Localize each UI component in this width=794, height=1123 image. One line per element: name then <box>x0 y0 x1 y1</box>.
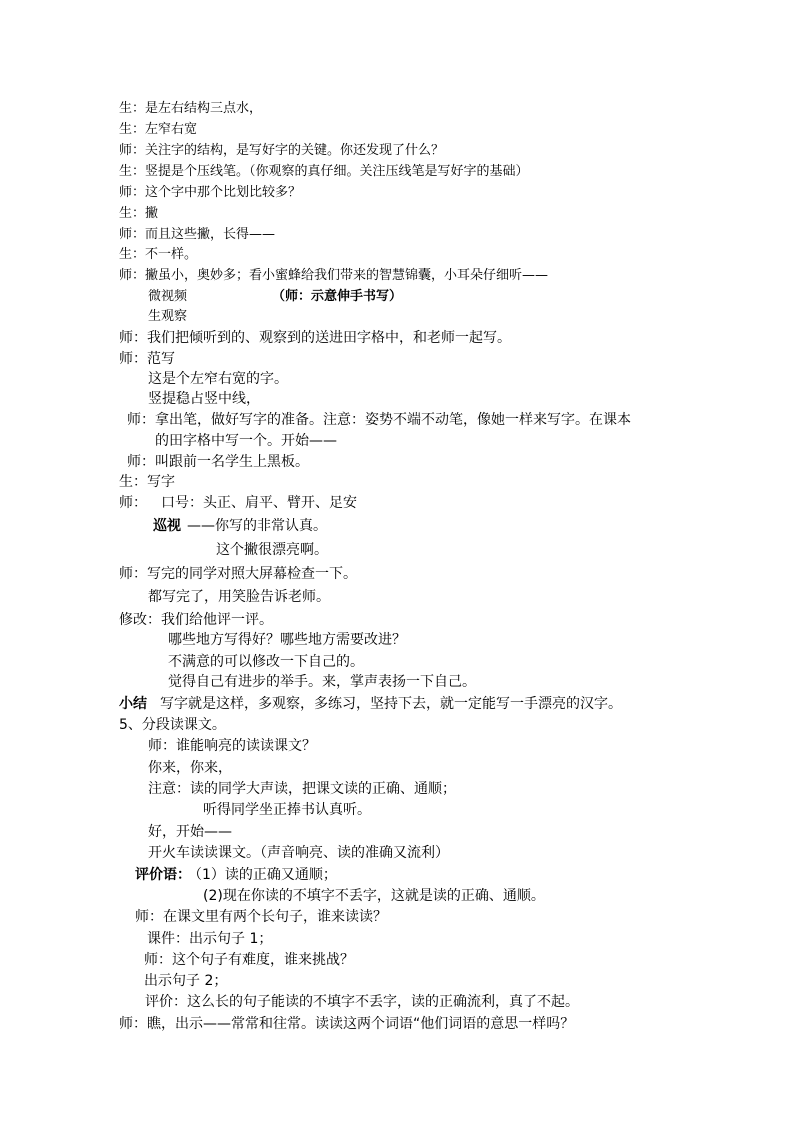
text-line: 的田字格中写一个。开始—— <box>155 433 337 449</box>
text-line: 师：瞧，出示——常常和往常。读读这两个词语“他们词语的意思一样吗？ <box>119 1016 575 1032</box>
text-line: 师：我们把倾听到的、观察到的送进田字格中，和老师一起写。 <box>119 330 511 346</box>
text-line: 生观察 <box>148 309 188 324</box>
text-line: 生：写字 <box>119 474 175 490</box>
text-line: 出示句子 2； <box>144 973 228 989</box>
text-line: （师：示意伸手书写） <box>272 289 403 304</box>
text-line: 不满意的可以修改一下自己的。 <box>168 654 364 670</box>
text-line: 师：关注字的结构，是写好字的关键。你还发现了什么？ <box>119 143 445 158</box>
text-line: 小结 <box>119 696 147 712</box>
text-line: 开火车读读课文。（声音响亮、读的准确又流利） <box>148 845 449 861</box>
text-line: 师：而且这些撇，长得—— <box>119 227 276 242</box>
text-line: 写字就是这样，多观察，多练习，坚持下去，就一定能写一手漂亮的汉字。 <box>160 696 622 712</box>
text-line: 口号：头正、肩平、臂开、足安 <box>161 495 357 511</box>
text-line: 5、分段读课文。 <box>119 717 226 733</box>
text-line: 师：谁能响亮的读读课文？ <box>148 738 316 754</box>
text-line: 都写完了，用笑脸告诉老师。 <box>148 589 330 605</box>
text-line: 修改：我们给他评一评。 <box>119 612 273 628</box>
text-line: 注意：读的同学大声读，把课文读的正确、通顺； <box>148 781 456 797</box>
text-line: 师：范写 <box>119 351 175 367</box>
text-line: 生：不一样。 <box>119 247 198 262</box>
text-line: 师：叫跟前一名学生上黑板。 <box>127 454 309 470</box>
text-line: 评价语： <box>135 867 191 883</box>
text-line: ——你写的非常认真。 <box>187 518 327 534</box>
text-line: 巡视 <box>153 518 181 534</box>
text-line: 课件：出示句子 1； <box>147 931 273 947</box>
text-line: 师：在课文里有两个长句子，谁来读读？ <box>135 909 387 925</box>
text-line: 觉得自己有进步的举手。来，掌声表扬一下自己。 <box>168 674 476 690</box>
text-line: 师：这个字中那个比划比较多？ <box>119 185 302 200</box>
text-line: 师：拿出笔，做好写字的准备。注意：姿势不端不动笔，像她一样来写字。在课本 <box>127 412 631 428</box>
text-line: 生：左窄右宽 <box>119 122 198 137</box>
text-line: 师： <box>119 495 147 511</box>
text-line: 师：写完的同学对照大屏幕检查一下。 <box>119 566 357 582</box>
text-line: 微视频 <box>148 289 188 304</box>
text-line: 师：撇虽小，奥妙多；看小蜜蜂给我们带来的智慧锦囊，小耳朵仔细听—— <box>119 268 549 283</box>
text-line: 生：撇 <box>119 206 159 221</box>
text-line: 这个撇很漂亮啊。 <box>216 542 328 558</box>
text-line: 听得同学坐正捧书认真听。 <box>203 802 371 818</box>
text-line: 好，开始—— <box>148 824 232 840</box>
text-line: （1）读的正确又通顺； <box>188 867 337 883</box>
text-line: 你来，你来， <box>148 760 232 776</box>
text-line: 生：是左右结构三点水， <box>119 101 263 116</box>
text-line: 竖提稳占竖中线， <box>148 391 260 407</box>
text-line: 生：竖提是个压线笔。（你观察的真仔细。关注压线笔是写好字的基础） <box>119 164 529 179</box>
text-line: (2)现在你读的不填字不丢字，这就是读的正确、通顺。 <box>203 888 545 904</box>
text-line: 这是个左窄右宽的字。 <box>148 371 288 387</box>
text-line: 哪些地方写得好？哪些地方需要改进？ <box>168 632 406 648</box>
text-line: 师：这个句子有难度，谁来挑战？ <box>144 952 354 968</box>
text-line: 评价：这么长的句子能读的不填字不丢字，读的正确流利，真了不起。 <box>145 994 579 1010</box>
